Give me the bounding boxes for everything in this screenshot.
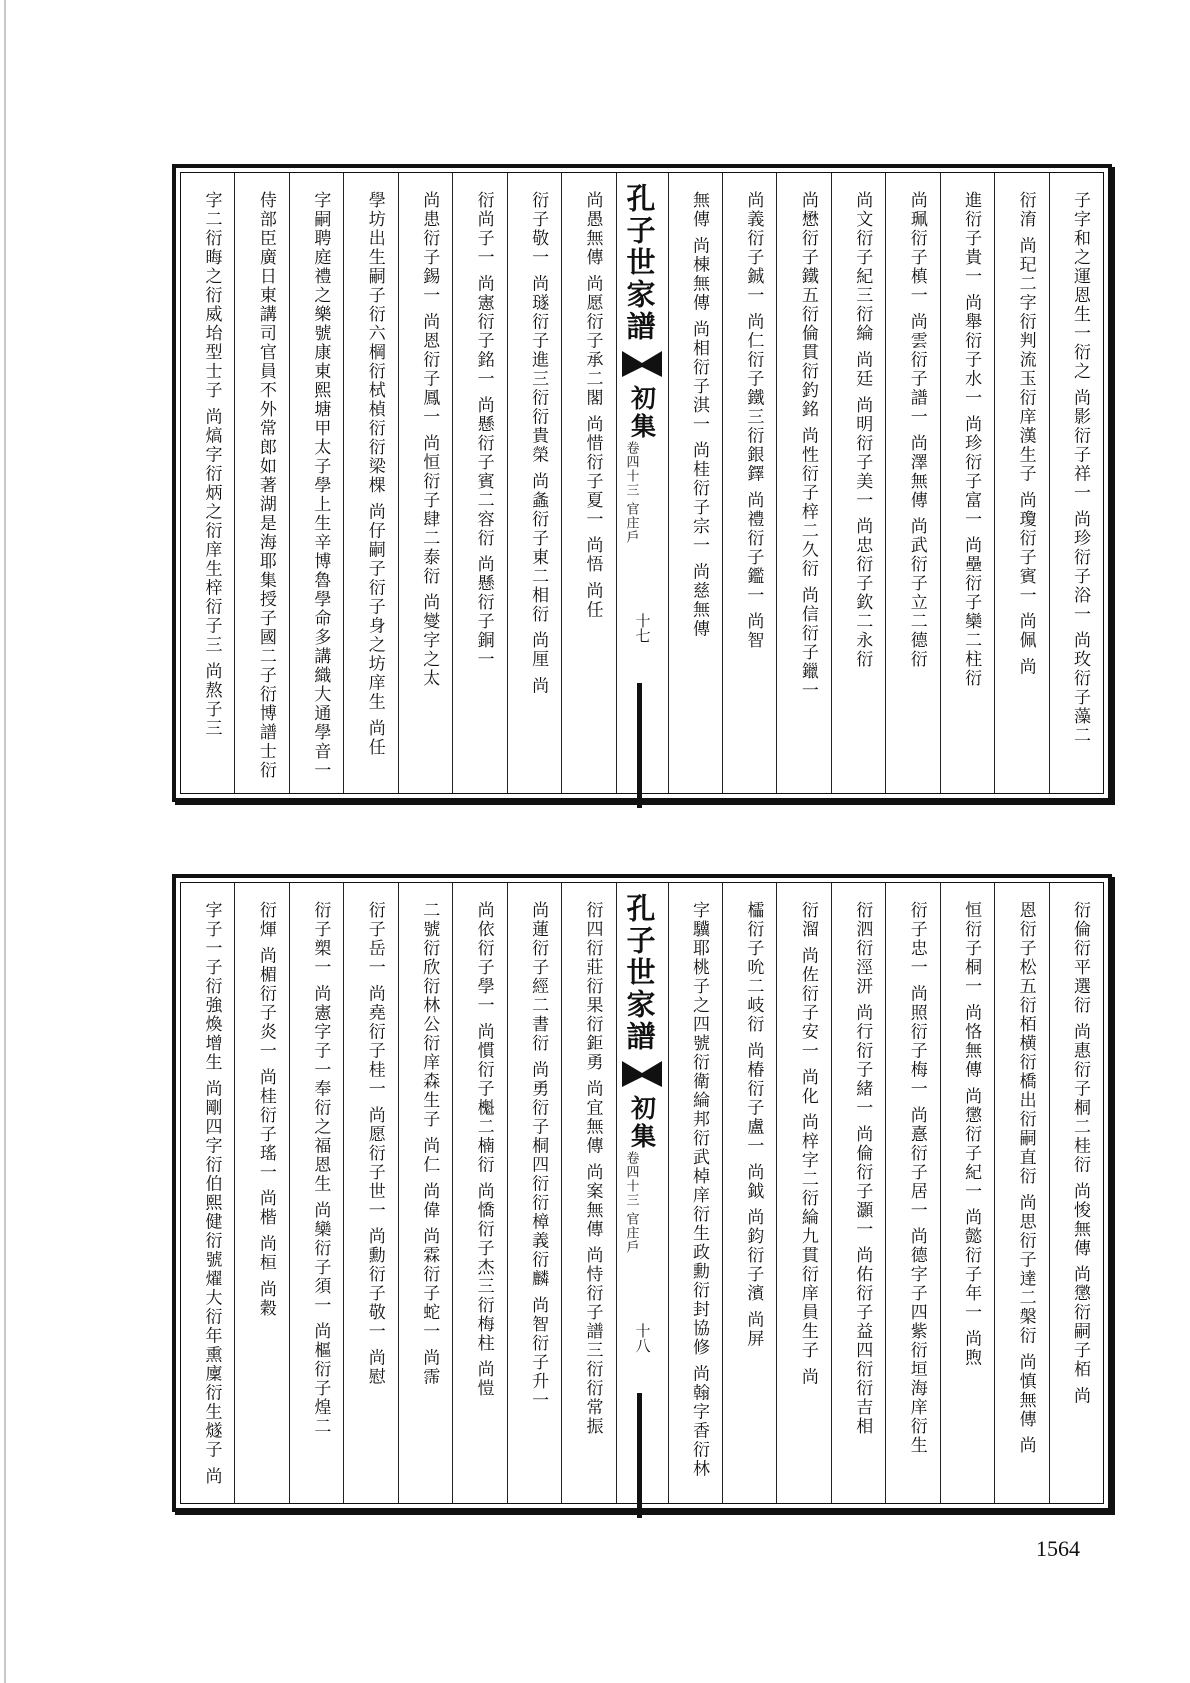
- genealogy-column: 恩衍子松五衍栢横衍橋出衍嗣直衍 尚思衍子達二槃衍 尚慎無傳 尚: [994, 883, 1048, 1503]
- genealogy-column: 衍四衍莊衍果衍鉅勇 尚宜無傳 尚案無傳 尚恃衍子譜三衍衍常振: [561, 883, 615, 1503]
- genealogy-column: 衍子岳一 尚堯衍子桂一 尚愿衍子世一 尚勳衍子敬一 尚慰: [343, 883, 397, 1503]
- genealogy-column: 字子一子衍強煥增生 尚剛四字衍伯熙健衍號燿大衍年熏廩衍生燧子 尚: [201, 901, 222, 1486]
- genealogy-column: 侍部臣廣日東講司官員不外常郎如著湖是海耶集授子國二子衍博譜士衍: [234, 173, 288, 793]
- volume-title: 初集: [627, 385, 657, 441]
- genealogy-column: 尚愚無傳 尚愿衍子承二閣 尚惜衍子夏一 尚悟 尚任: [561, 173, 615, 793]
- gutter-bar: [637, 683, 642, 808]
- genealogy-column: 尚文衍子紀三衍綸 尚廷 尚明衍子美一 尚忠衍子欽二永衍: [831, 173, 885, 793]
- genealogy-column: 衍倫衍平選衍 尚惠衍子桐二桂衍 尚悛無傳 尚懲衍嗣子栢 尚: [1049, 883, 1103, 1503]
- genealogy-column: 衍子槊一 尚憲字子一奉衍之福恩生 尚欒衍子須一 尚樞衍子煌二: [289, 883, 343, 1503]
- genealogy-column: 衍煇 尚楣衍子炎一 尚桂衍子瑤一 尚楷 尚桓 尚穀: [234, 883, 288, 1503]
- genealogy-column: 衍子敬一 尚璲衍子進三衍衍貴榮 尚螽衍子東二相衍 尚厘 尚: [507, 173, 561, 793]
- genealogy-column: 櫺衍子吮二岐衍 尚椿衍子盧一 尚鉞 尚鈞衍子濱 尚屏: [722, 883, 776, 1503]
- genealogy-column: 尚依衍子學一 尚慣衍子櫆二楠衍 尚憍衍子杰三衍梅柱 尚愷: [452, 883, 506, 1503]
- fishtail-mark-icon: [622, 351, 662, 377]
- genealogy-column: 衍淯 尚玘二字衍判流玉衍庠漢生子 尚瓊衍子賓一 尚佩 尚: [994, 173, 1048, 793]
- genealogy-column: 尚蓮衍子經二書衍 尚勇衍子桐四衍衍樟義衍麟 尚智衍子升一: [507, 883, 561, 1503]
- genealogy-column: 無傳 尚棟無傳 尚相衍子淇一 尚桂衍子宗一 尚慈無傳: [668, 173, 722, 793]
- top-page-panel: [172, 164, 1112, 802]
- volume-subtitle: 卷四十三 官庄戶: [623, 1151, 639, 1255]
- genealogy-column: 二號衍欣衍林公衍庠森生子 尚仁 尚偉 尚霖衍子蛇一 尚霈: [398, 883, 452, 1503]
- folio-number: 十八: [633, 1323, 652, 1353]
- genealogy-column: 衍泗衍涇汧 尚行衍子緒一 尚倫衍子灝一 尚佑衍子益四衍衍吉相: [831, 883, 885, 1503]
- genealogy-column: 子字和之運恩生一衍之 尚影衍子祥一 尚珍衍子浴一 尚玫衍子藻二: [1049, 173, 1103, 793]
- genealogy-column: 衍尚子一 尚憲衍子銘一 尚懸衍子賓二容衍 尚懸衍子銅一: [452, 173, 506, 793]
- book-title: 孔子世家譜: [622, 893, 657, 1053]
- page-number: 1564: [1036, 1536, 1080, 1561]
- volume-subtitle: 卷四十三 官庄戶: [623, 441, 639, 545]
- genealogy-column: 字驥耶桃子之四號衍衛綸邦衍武棹庠衍生政勳衍封協修 尚翰字香衍林: [668, 883, 722, 1503]
- bottom-page-panel: [172, 874, 1112, 1512]
- center-gutter: [616, 883, 668, 1503]
- genealogy-column: 字二衍晦之衍威坮型士子 尚熇字衍炳之衍庠生梓衍子三 尚熬子三: [201, 191, 222, 738]
- top-page-columns: [180, 172, 1104, 794]
- book-title: 孔子世家譜: [622, 183, 657, 343]
- genealogy-column: 尚義衍子鋮一 尚仁衍子鐵三衍銀鐸 尚禮衍子鑑一 尚智: [722, 173, 776, 793]
- folio-number: 十七: [633, 613, 652, 643]
- volume-title: 初集: [627, 1095, 657, 1151]
- genealogy-column: 學坊出生嗣子衍六棡衍栻楨衍衍梁棵 尚仔嗣子衍子身之坊庠生 尚任: [343, 173, 397, 793]
- center-gutter: [616, 173, 668, 793]
- genealogy-column: 字嗣聘庭禮之樂號康東熙塘甲太子學上生辛博魯學命多講織大通學音一: [289, 173, 343, 793]
- genealogy-column: 尚懋衍子鐵五衍倫貫衍釣銘 尚性衍子梓二久衍 尚信衍子鑞一: [776, 173, 830, 793]
- genealogy-column: 恒衍子桐一 尚恪無傳 尚懲衍子紀一 尚懿衍子年一 尚煦: [940, 883, 994, 1503]
- genealogy-column: 衍溜 尚佐衍子安一 尚化 尚梓字二衍綸九貫衍庠員生子 尚: [776, 883, 830, 1503]
- genealogy-column: 尚珮衍子槙一 尚雲衍子譜一 尚澤無傳 尚武衍子立二德衍: [885, 173, 939, 793]
- fishtail-mark-icon: [622, 1061, 662, 1087]
- genealogy-column: 進衍子貴一 尚舉衍子水一 尚珍衍子富一 尚壘衍子欒二柱衍: [940, 173, 994, 793]
- genealogy-column: 衍子忠一 尚照衍子梅一 尚憙衍子居一 尚德字子四紫衍垣海庠衍生: [885, 883, 939, 1503]
- gutter-bar: [637, 1393, 642, 1518]
- genealogy-column: 尚患衍子錫一 尚恩衍子鳳一 尚恒衍子肆二泰衍 尚燮字之太: [398, 173, 452, 793]
- bottom-page-columns: [180, 882, 1104, 1504]
- page-edge-rule: [4, 0, 6, 1683]
